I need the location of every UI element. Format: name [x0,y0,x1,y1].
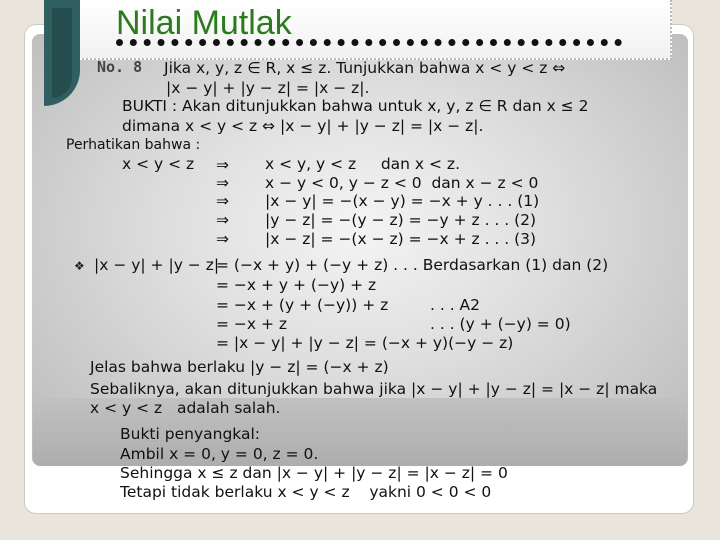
converse-statement: Sebaliknya, akan ditunjukkan bahwa jika |x − y| + |y − z| = |x − z| maka [90,380,658,398]
implies-arrow: ⇒ [216,192,229,210]
step-inequalities: x < y, y < z dan x < z. [265,155,460,173]
derivation-line-5: = |x − y| + |y − z| = (−x + y)(−y − z) [216,334,514,352]
implies-arrow: ⇒ [216,230,229,248]
derivation-line-1: = (−x + y) + (−y + z) . . . Berdasarkan (1) dan (2) [216,256,609,274]
implies-arrow: ⇒ [216,211,229,229]
sum-expression: |x − y| + |y − z| [94,256,220,274]
premise: x < y < z [122,155,195,173]
derivation-reason-a2: . . . A2 [430,296,481,314]
problem-equation: |x − y| + |y − z| = |x − z|. [166,79,370,97]
slide-title: Nilai Mutlak [116,4,292,42]
derivation-line-3: = −x + (y + (−y)) + z [216,296,389,314]
counterexample-heading: Bukti penyangkal: [120,425,261,443]
side-note: Perhatikan bahwa : [66,137,201,153]
title-dotted-underline [116,39,622,46]
proof-condition: dimana x < y < z ⇔ |x − y| + |y − z| = |x − z|. [122,117,484,135]
proof-intro: BUKTI : Akan ditunjukkan bahwa untuk x, y, z ∈ R dan x ≤ 2 [122,97,589,115]
derivation-line-2: = −x + y + (−y) + z [216,276,377,294]
step-equation-1: |x − y| = −(x − y) = −x + y . . . (1) [265,192,540,210]
problem-statement: Jika x, y, z ∈ R, x ≤ z. Tunjukkan bahwa x < y < z ⇔ [164,59,566,77]
counterexample-failure: Tetapi tidak berlaku x < y < z yakni 0 < 0 < 0 [120,483,492,501]
bullet-icon: ❖ [74,259,85,273]
derivation-line-4: = −x + z [216,315,288,333]
step-differences: x − y < 0, y − z < 0 dan x − z < 0 [265,174,539,192]
conclusion-line: Jelas bahwa berlaku |y − z| = (−x + z) [90,358,389,376]
implies-arrow: ⇒ [216,174,229,192]
step-equation-3: |x − z| = −(x − z) = −x + z . . . (3) [265,230,537,248]
converse-claim: x < y < z adalah salah. [90,399,281,417]
implies-arrow: ⇒ [216,156,229,174]
step-equation-2: |y − z| = −(y − z) = −y + z . . . (2) [265,211,537,229]
problem-number: No. 8 [97,58,143,76]
derivation-reason-inverse: . . . (y + (−y) = 0) [430,315,571,333]
counterexample-values: Ambil x = 0, y = 0, z = 0. [120,445,319,463]
counterexample-check: Sehingga x ≤ z dan |x − y| + |y − z| = |x − z| = 0 [120,464,508,482]
